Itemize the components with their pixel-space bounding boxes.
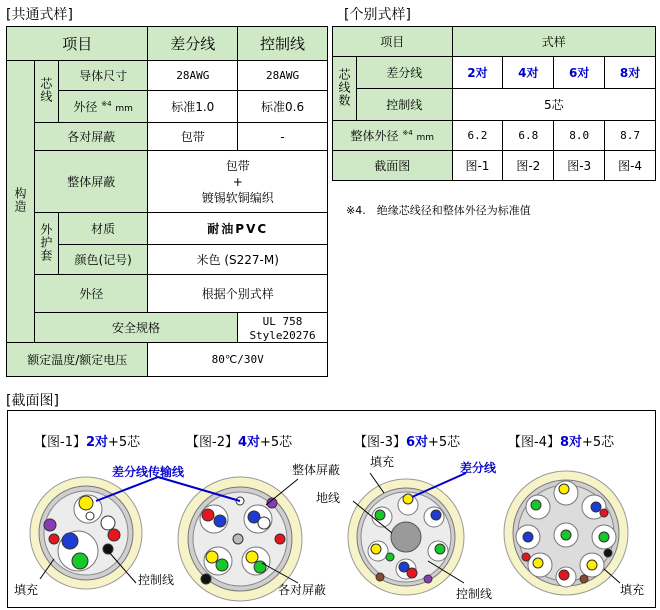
- label-control-wire-2: 控制线: [456, 587, 493, 601]
- cross-section-drawings: [8, 411, 655, 607]
- od-val-3: 8.0: [554, 121, 605, 151]
- core-count-label: 芯线数: [333, 57, 357, 121]
- pair-shield-ctrl: -: [238, 123, 328, 151]
- individual-section-title: [个别式样]: [344, 7, 411, 23]
- ind-od-label: 整体外径 $^{※4}$ mm: [333, 121, 453, 151]
- od-val-1: 6.2: [452, 121, 503, 151]
- label-filler-left: 填充: [14, 583, 39, 597]
- pair-shield-label: 各对屏蔽: [34, 123, 148, 151]
- fig-3-cable: [348, 479, 464, 595]
- color-label: 颜色(记号): [58, 245, 148, 275]
- section-fig-3[interactable]: 图-3: [554, 151, 605, 181]
- section-fig-4[interactable]: 图-4: [605, 151, 656, 181]
- cross-section-panel: [7, 410, 656, 608]
- fig-2-title: 【图-2】4对+5芯: [186, 435, 293, 450]
- label-filler-top: 填充: [370, 455, 395, 469]
- ind-ctrl-value: 5芯: [452, 89, 655, 121]
- fig-4-cable: [504, 471, 628, 595]
- ind-ctrl-label: 控制线: [356, 89, 452, 121]
- conductor-ctrl: 28AWG: [238, 61, 328, 91]
- pair-6: 6对: [554, 57, 605, 89]
- outer-od-value: 根据个别式样: [148, 275, 328, 313]
- ind-hdr-spec: 式样: [452, 27, 655, 57]
- safety-label: 安全规格: [34, 313, 237, 343]
- pair-4: 4对: [503, 57, 554, 89]
- overall-shield-value: 包带 + 镀锡软铜编织: [148, 151, 328, 213]
- common-spec-table: [6, 26, 328, 377]
- fig-4-title: 【图-4】8对+5芯: [508, 435, 615, 450]
- section-fig-2[interactable]: 图-2: [503, 151, 554, 181]
- overall-shield-label: 整体屏蔽: [34, 151, 148, 213]
- conductor-label: 导体尺寸: [58, 61, 148, 91]
- label-diff-transmission: 差分线传输线: [112, 465, 185, 479]
- ind-section-label: 截面图: [333, 151, 453, 181]
- ind-hdr-item: 项目: [333, 27, 453, 57]
- label-diff-line: 差分线: [460, 461, 497, 475]
- fig-3-title: 【图-3】6对+5芯: [354, 435, 461, 450]
- jacket-label: 外护套: [34, 213, 58, 275]
- label-filler-right: 填充: [620, 583, 645, 597]
- label-overall-shield: 整体屏蔽: [292, 463, 341, 477]
- label-pair-shield: 各对屏蔽: [278, 583, 327, 597]
- hdr-ctrl: 控制线: [238, 27, 328, 61]
- diagram-section-title: [截面图]: [6, 393, 59, 409]
- rating-value: 80℃/30V: [148, 343, 328, 377]
- pair-8: 8对: [605, 57, 656, 89]
- label-control-wire-1: 控制线: [138, 573, 175, 587]
- fig-1-cable: [30, 477, 142, 589]
- label-ground-wire: 地线: [316, 491, 341, 505]
- individual-spec-table: [332, 26, 656, 181]
- hdr-diff: 差分线: [148, 27, 238, 61]
- od-val-4: 8.7: [605, 121, 656, 151]
- outer-od-label: 外径: [34, 275, 148, 313]
- structure-label: 构造: [7, 61, 35, 343]
- od-val-2: 6.8: [503, 121, 554, 151]
- od-diff: 标准1.0: [148, 91, 238, 123]
- od-label: 外径 $^{※4}$ mm: [58, 91, 148, 123]
- safety-value: UL 758 Style20276: [238, 313, 328, 343]
- conductor-diff: 28AWG: [148, 61, 238, 91]
- ind-diff-label: 差分线: [356, 57, 452, 89]
- core-label: 芯线: [34, 61, 58, 123]
- rating-label: 额定温度/额定电压: [7, 343, 148, 377]
- footnote: ※4. 绝缘芯线径和整体外径为标准值: [346, 204, 531, 217]
- material-value: 耐油PVC: [148, 213, 328, 245]
- section-fig-1[interactable]: 图-1: [452, 151, 503, 181]
- material-label: 材质: [58, 213, 148, 245]
- color-value: 米色 (S227-M): [148, 245, 328, 275]
- pair-2: 2对: [452, 57, 503, 89]
- pair-shield-diff: 包带: [148, 123, 238, 151]
- hdr-item: 项目: [7, 27, 148, 61]
- common-section-title: [共通式样]: [6, 7, 73, 23]
- fig-1-title: 【图-1】2对+5芯: [34, 435, 141, 450]
- od-ctrl: 标准0.6: [238, 91, 328, 123]
